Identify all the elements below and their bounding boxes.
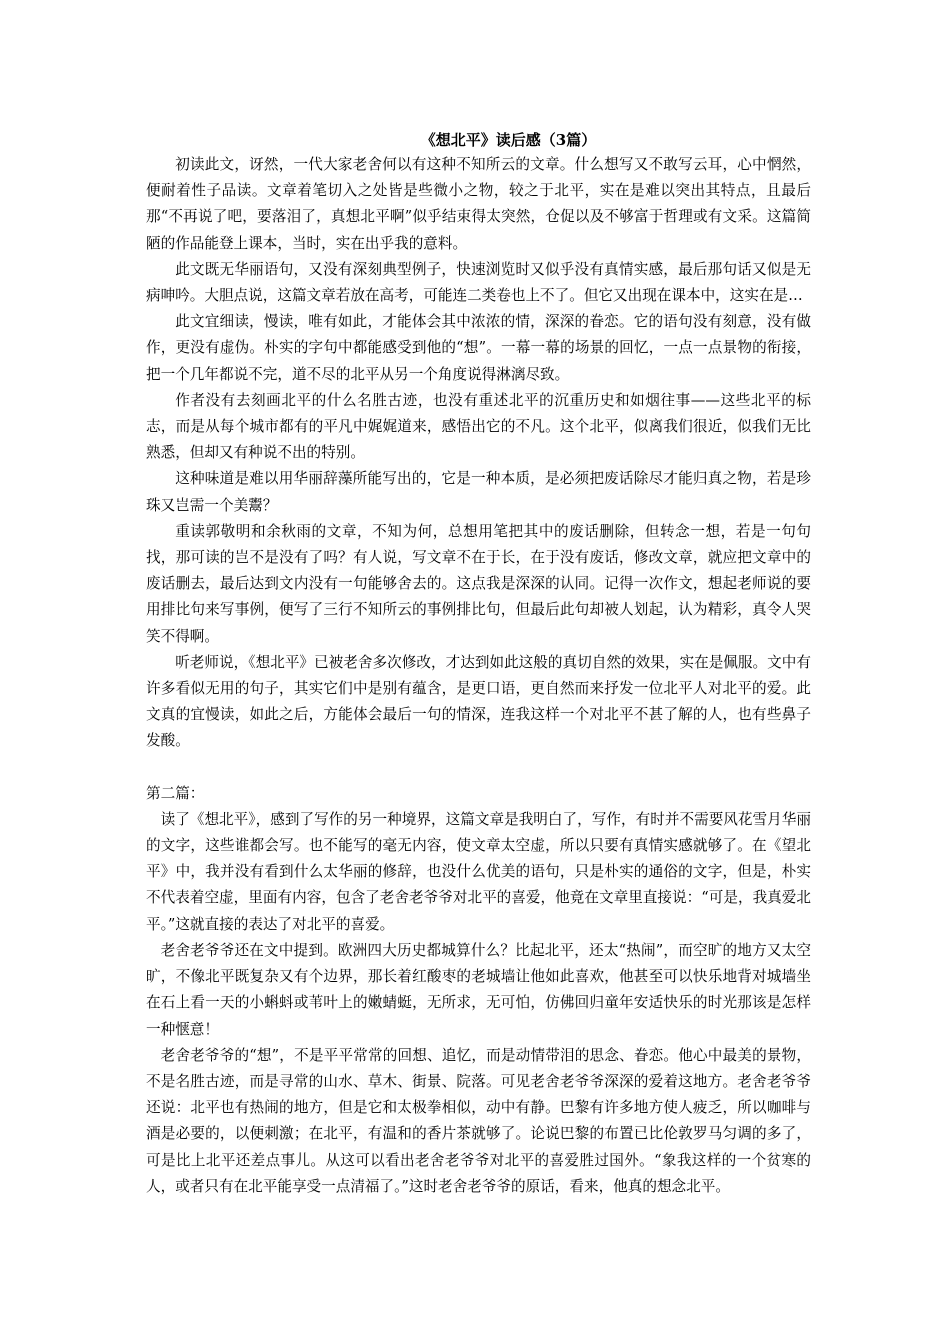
paragraph: 重读郭敬明和余秋雨的文章，不知为何，总想用笔把其中的废话删除，但转念一想，若是一句句找，那可读的岂不是没有了吗？有人说，写文章不在于长，在于没有废话，修改文章，就应把文章中的废话删去，最后达到文内没有一句能够舍去的。这点我是深深的认同。记得一次作文，想起老师说的要用排比句来写事例，便写了三行不知所云的事例排比句，但最后此句却被人划起，认为精彩，真令人哭笑不得啊。 <box>146 522 811 645</box>
paragraph: 听老师说，《想北平》已被老舍多次修改，才达到如此这般的真切自然的效果，实在是佩服。文中有许多看似无用的句子，其实它们中是别有蕴含，是更口语，更自然而来抒发一位北平人对北平的爱。此文真的宜慢读，如此之后，方能体会最后一句的情深，连我这样一个对北平不甚了解的人，也有些鼻子发酸。 <box>146 653 811 750</box>
paragraph: 此文宜细读，慢读，唯有如此，才能体会其中浓浓的情，深深的眷恋。它的语句没有刻意，没有做作，更没有虚伪。朴实的字句中都能感受到他的“想”。一幕一幕的场景的回忆，一点一点景物的衔接，把一个几年都说不完，道不尽的北平从另一个角度说得淋漓尽致。 <box>146 313 811 383</box>
paragraph: 老舍老爷爷的“想”，不是平平常常的回想、追忆，而是动情带泪的思念、眷恋。他心中最美的景物，不是名胜古迹，而是寻常的山水、草木、街景、院落。可见老舍老爷爷深深的爱着这地方。老舍老爷爷还说：北平也有热闹的地方，但是它和太极拳相似，动中有静。巴黎有许多地方使人疲乏，所以咖啡与酒是必要的，以便刺激；在北平，有温和的香片茶就够了。论说巴黎的布置已比伦敦罗马匀调的多了，可是比上北平还差点事儿。从这可以看出老舍老爷爷对北平的喜爱胜过国外。“象我这样的一个贫寒的人，或者只有在北平能享受一点清福了。”这时老舍老爷爷的原话，看来，他真的想念北平。 <box>146 1046 811 1195</box>
paragraph: 读了《想北平》，感到了写作的另一种境界，这篇文章是我明白了，写作，有时并不需要风花雪月华丽的文字，这些谁都会写。也不能写的毫无内容，使文章太空虚，所以只要有真情实感就够了。在《望北平》中，我并没有看到什么太华丽的修辞，也没什么优美的语句，只是朴实的通俗的文字，但是，朴实不代表着空虚，里面有内容，包含了老舍老爷爷对北平的喜爱，他竟在文章里直接说：“可是，我真爱北平。”这就直接的表达了对北平的喜爱。 <box>146 810 811 933</box>
paragraph: 老舍老爷爷还在文中提到。欧洲四大历史都城算什么？比起北平，还太“热闹”，而空旷的地方又太空旷，不像北平既复杂又有个边界，那长着红酸枣的老城墙让他如此喜欢，他甚至可以快乐地背对城墙坐在石上看一天的小蝌蚪或苇叶上的嫩蜻蜓，无所求，无可怕，仿佛回归童年安适快乐的时光那该是怎样一种惬意！ <box>146 941 811 1038</box>
document-title: 《想北平》读后感（3篇） <box>420 131 597 149</box>
section-spacer <box>146 755 811 781</box>
paragraph: 作者没有去刻画北平的什么名胜古迹，也没有重述北平的沉重历史和如烟往事——这些北平的标志，而是从每个城市都有的平凡中娓娓道来，感悟出它的不凡。这个北平，似离我们很近，似我们无比熟悉，但却又有种说不出的特别。 <box>146 391 811 462</box>
paragraph: 这种味道是难以用华丽辞藻所能写出的，它是一种本质，是必须把废话除尽才能归真之物，若是珍珠又岂需一个美鬻？ <box>146 470 811 514</box>
document-page <box>146 128 811 1200</box>
section-heading: 第二篇： <box>146 784 205 802</box>
paragraph: 此文既无华丽语句，又没有深刻典型例子，快速浏览时又似乎没有真情实感，最后那句话又似是无病呻吟。大胆点说，这篇文章若放在高考，可能连二类卷也上不了。但它又出现在课本中，这实在是… <box>146 260 811 305</box>
paragraph: 初读此文，讶然，一代大家老舍何以有这种不知所云的文章。什么想写又不敢写云耳，心中惘然，便耐着性子品读。文章着笔切入之处皆是些微小之物，较之于北平，实在是难以突出其特点，且最后那“不再说了吧，要落泪了，真想北平啊”似乎结束得太突然，仓促以及不够富于哲理或有文采。这篇简陋的作品能登上课本，当时，实在出乎我的意料。 <box>146 156 811 252</box>
